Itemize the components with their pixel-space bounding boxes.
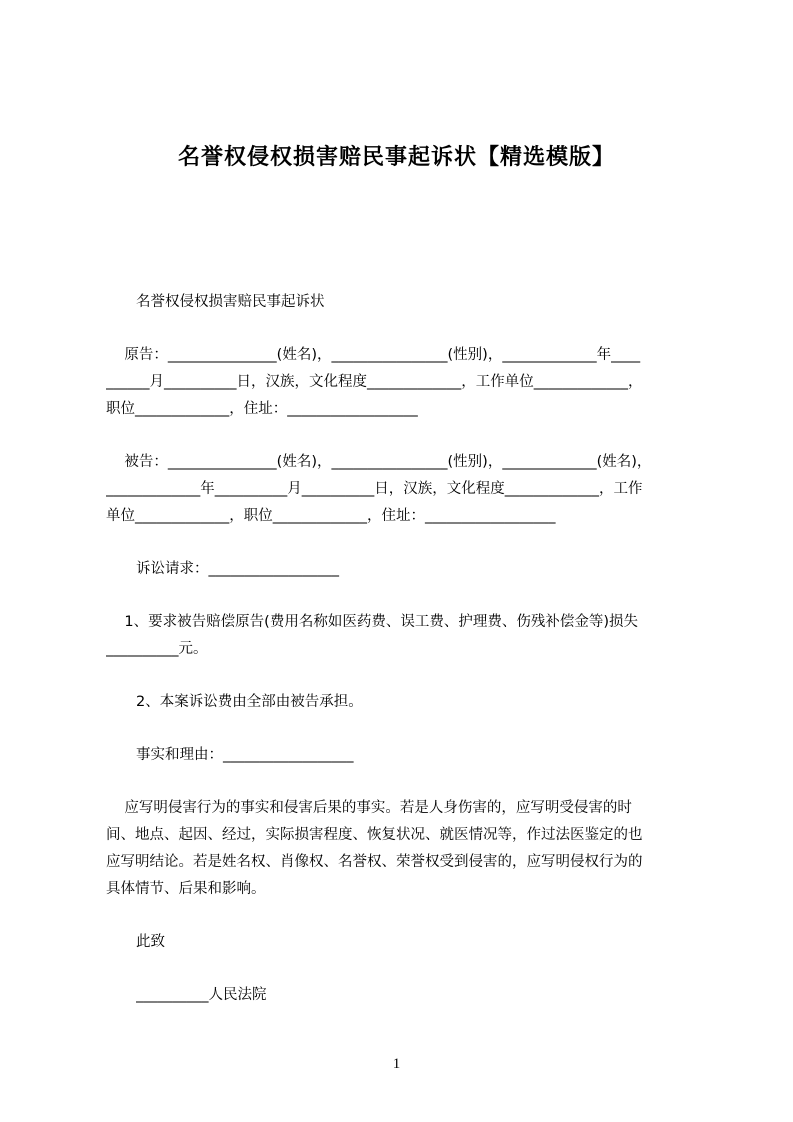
defendant-line-1: 被告：_______________(姓名)，________________(性别)，_____________(姓名)，: [106, 454, 652, 470]
plaintiff-line-1: 原告：_______________(姓名)，________________(性别)，_____________年____: [106, 347, 641, 363]
closing-text: 此致: [136, 934, 165, 950]
facts-line-4: 具体情节、后果和影响。: [106, 881, 266, 897]
plaintiff-line-2: ______月__________日，汉族，文化程度_____________，工作单位_____________，: [106, 374, 643, 390]
defendant-line-3: 单位_____________，职位_____________，住址：__________________: [106, 508, 556, 524]
claim-1-line-2: __________元。: [106, 641, 208, 657]
claim-1-line-1: 1、要求被告赔偿原告(费用名称如医药费、误工费、护理费、伤残补偿金等)损失: [106, 614, 638, 630]
claim-2: 2、本案诉讼费由全部由被告承担。: [136, 694, 363, 710]
facts-heading: 事实和理由：__________________: [136, 747, 354, 763]
facts-line-2: 间、地点、起因、经过，实际损害程度、恢复状况、就医情况等，作过法医鉴定的也: [106, 827, 643, 843]
court-line: __________人民法院: [136, 987, 267, 1003]
document-subtitle: 名誉权侵权损害赔民事起诉状: [136, 294, 325, 310]
claim-heading: 诉讼请求：__________________: [136, 561, 339, 577]
defendant-line-2: _____________年__________月__________日，汉族，文化程度_____________，工作: [106, 481, 643, 497]
facts-line-1: 应写明侵害行为的事实和侵害后果的事实。若是人身伤害的，应写明受侵害的时: [106, 800, 632, 816]
plaintiff-line-3: 职位_____________，住址：__________________: [106, 401, 418, 417]
document-title: 名誉权侵权损害赔民事起诉状【精选模版】: [177, 145, 615, 170]
facts-line-3: 应写明结论。若是姓名权、肖像权、名誉权、荣誉权受到侵害的，应写明侵权行为的: [106, 854, 643, 870]
page-number: 1: [392, 1056, 401, 1072]
